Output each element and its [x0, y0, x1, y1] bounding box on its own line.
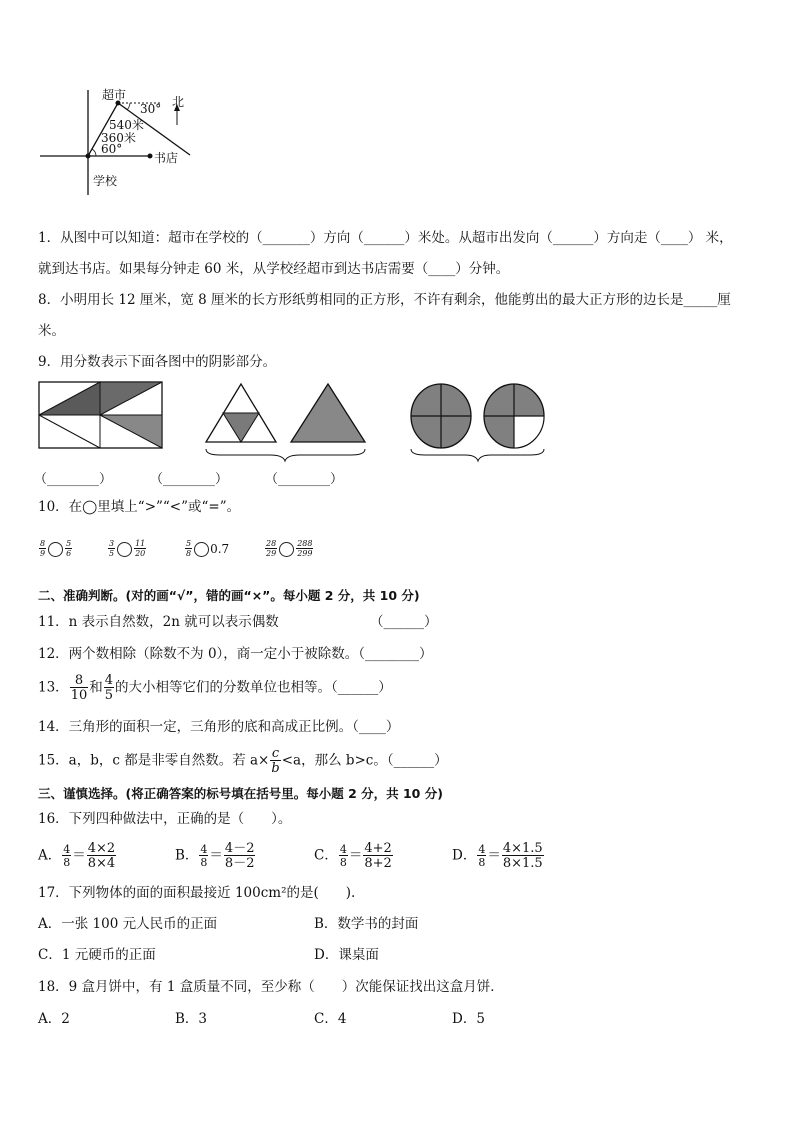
q14-text: 14．三角形的面积一定，三角形的底和高成正比例。（____） [38, 719, 400, 735]
label-school: 学校 [93, 174, 118, 188]
compare-circle-icon[interactable] [194, 542, 209, 557]
q13-line: 13． $\frac{8}{10}$ 和 $\frac{4}{5}$ 的大小相等它们的分数单位也相等。（______） [38, 672, 392, 703]
q1-line2: 就到达书店。如果每分钟走 60 米，从学校经超市到达书店需要（____）分钟。 [38, 261, 510, 277]
q9-blank-1[interactable]: （________） [34, 472, 113, 487]
q9-text: 9．用分数表示下面各图中的阴影部分。 [38, 354, 277, 370]
label-north: 北 [172, 95, 185, 109]
q9-big-triangle-figure [291, 384, 365, 442]
q9-blank-2[interactable]: （________） [150, 472, 229, 487]
q17-option-b[interactable]: B．数学书的封面 [314, 916, 419, 932]
q18-option-a[interactable]: A．2 [38, 1011, 70, 1027]
q10-item-3[interactable]: $\frac{5}{8}$ 0.7 [186, 539, 230, 558]
q11-text: 11．n 表示自然数，2n 就可以表示偶数 [38, 614, 279, 630]
compare-circle-icon[interactable] [48, 542, 63, 557]
q1-line1: 1．从图中可以知道：超市在学校的（_______）方向（______）米处。从超市出发向（______）方向走（____） 米， [38, 230, 733, 246]
q10-item-2[interactable]: $\frac{3}{5}$ $\frac{11}{20}$ [109, 539, 146, 558]
label-angle-30: 30° [140, 102, 162, 116]
section-2-heading: 二、准确判断。(对的画“√”，错的画“×”。每小题 2 分，共 10 分) [38, 588, 420, 603]
q17-option-a[interactable]: A．一张 100 元人民币的正面 [38, 916, 218, 932]
label-supermarket: 超市 [102, 88, 127, 102]
q17-option-d[interactable]: D．课桌面 [314, 947, 379, 963]
q9-rectangle-figure [39, 382, 162, 448]
q18-text: 18．9 盒月饼中，有 1 盒质量不同，至少称（ ）次能保证找出这盒月饼． [38, 979, 504, 995]
q18-option-b[interactable]: B．3 [175, 1011, 208, 1027]
q9-figures [30, 375, 560, 465]
q9-small-triangle-figure [206, 384, 276, 442]
q16-option-b[interactable]: B． $\frac{4}{8}$ ＝ $\frac{4-2}{8-2}$ [175, 840, 255, 871]
q8-line2: 米。 [38, 323, 65, 339]
q9-circle-three-quarter [484, 384, 544, 448]
q18-option-c[interactable]: C．4 [314, 1011, 347, 1027]
q17-option-c[interactable]: C．1 元硬币的正面 [38, 947, 156, 963]
q10-text: 10．在◯里填上“>”“<”或“=”。 [38, 499, 241, 515]
q16-text: 16．下列四种做法中，正确的是（ ）。 [38, 811, 292, 827]
q16-option-c[interactable]: C． $\frac{4}{8}$ ＝ $\frac{4+2}{8+2}$ [314, 840, 392, 871]
q9-blank-3[interactable]: （________） [265, 472, 344, 487]
q18-option-d[interactable]: D．5 [452, 1011, 485, 1027]
q11-blank[interactable]: （______） [370, 614, 438, 630]
q12-text: 12．两个数相除（除数不为 0），商一定小于被除数。（________） [38, 646, 433, 662]
q10-item-4[interactable]: $\frac{28}{29}$ $\frac{288}{299}$ [266, 539, 313, 558]
label-bookstore: 书店 [154, 151, 179, 165]
q8-line1: 8．小明用长 12 厘米，宽 8 厘米的长方形纸剪相同的正方形，不许有剩余，他能剪出的最大正方形的边长是_____厘 [38, 292, 731, 308]
q16-option-a[interactable]: A． $\frac{4}{8}$ ＝ $\frac{4\times 2}{8\times 4}$ [38, 840, 116, 871]
q15-line: 15．a，b，c 都是非零自然数。若 a× $\frac{c}{b}$ <a，那么 b>c。（______） [38, 745, 448, 776]
q17-text: 17．下列物体的面的面积最接近 100cm²的是( ). [38, 885, 356, 901]
compare-circle-icon[interactable] [279, 542, 294, 557]
q9-circle-full [411, 384, 471, 448]
section-3-heading: 三、谨慎选择。(将正确答案的标号填在括号里。每小题 2 分，共 10 分) [38, 786, 443, 801]
q16-option-d[interactable]: D． $\frac{4}{8}$ ＝ $\frac{4\times 1.5}{8\times 1.5}$ [452, 840, 543, 871]
label-dist-540: 540米 [109, 118, 144, 132]
label-angle-60: 60° [101, 142, 123, 156]
label-dist-360: 360米 [101, 131, 136, 145]
q10-item-1[interactable]: $\frac{8}{9}$ $\frac{5}{6}$ [40, 539, 72, 558]
compare-circle-icon[interactable] [117, 542, 132, 557]
